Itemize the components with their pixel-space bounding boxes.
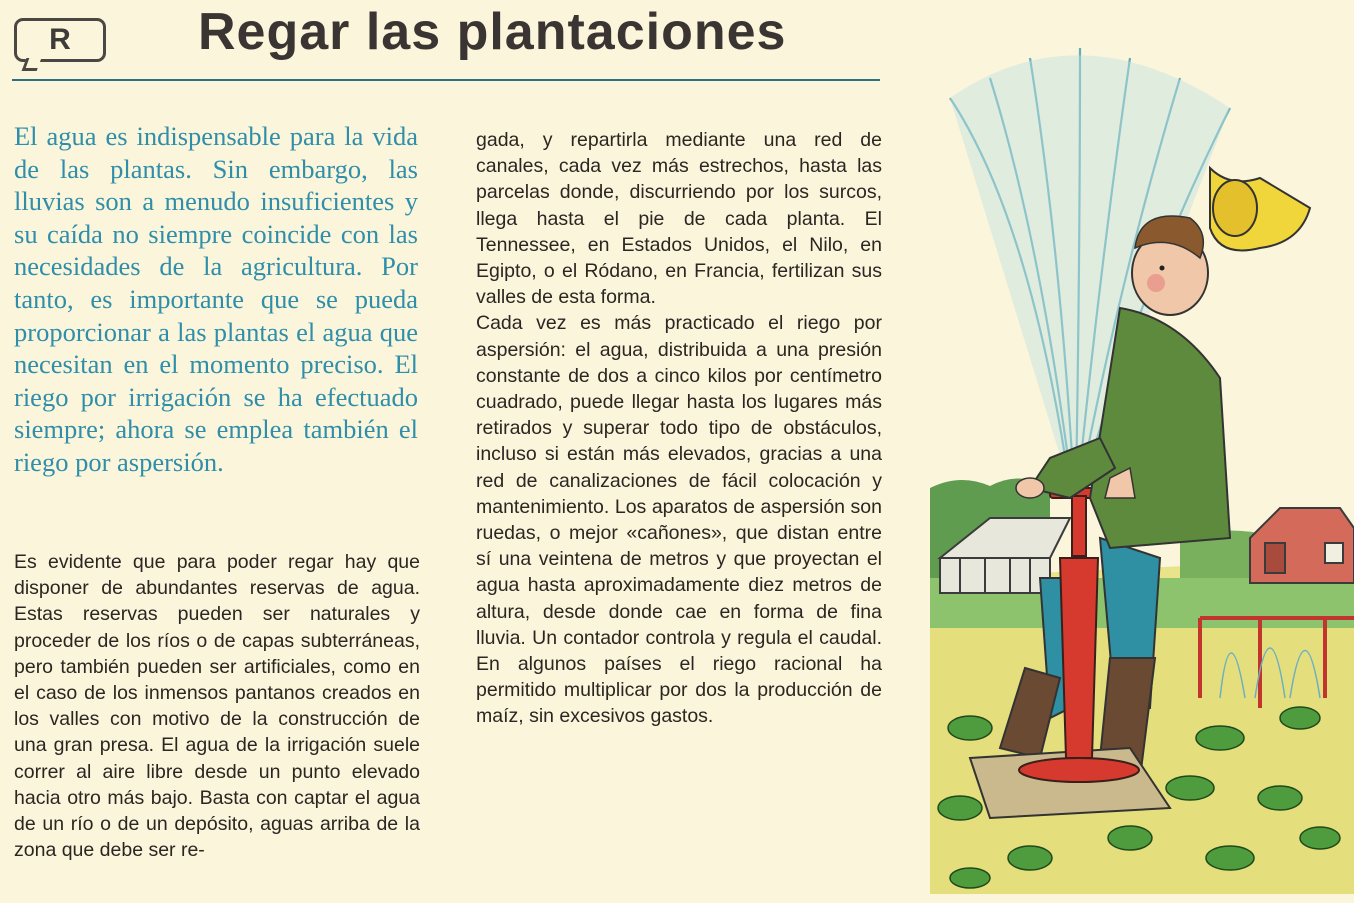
body-right-paragraph-2: Cada vez es más practicado el riego por aspersión: el agua, distribuida a una presión constante de dos a cinco kilos por centímetro cuadrado, puede llegar hasta los lugares más retirados y superar todo tipo de obstáculos, incluso si están más elevados, gracias a una red de canalizaciones de fácil colocación y mantenimiento. Los aparatos de aspersión son ruedas, o mejor «cañones», que distan entre sí una veintena de metros y que proyectan el agua hasta aproximadamente diez metros de altura, desde donde cae en forma de fina lluvia. Un contador controla y regula el caudal. En algunos países el riego racional ha permitido multiplicar por dos la producción de maíz, sin excesivos gastos. <box>476 312 882 728</box>
farmer-sprinkler-illustration <box>930 18 1354 894</box>
page-title: Regar las plantaciones <box>198 3 787 61</box>
body-left-column: Es evidente que para poder regar hay que disponer de abundantes reservas de agua. Estas reservas pueden ser naturales y proceder de los ríos o de capas subterráneas, pero también pueden ser artificiales, como en el caso de los inmensos pantanos creados en los valles con motivo de la construcción de una gran presa. El agua de la irrigación suele correr al aire libre desde un punto elevado hacia otro más bajo. Basta con captar el agua de un río o de un depósito, aguas arriba de la zona que debe ser re- <box>14 551 420 862</box>
farmer-head <box>1132 216 1208 315</box>
intro-paragraph: El agua es indispensable para la vida de las plantas. Sin embargo, las lluvias son a menudo insuficientes y su caída no siempre coincide con las necesidades de la agricultura. Por tanto, es importante que se pueda proporcionar a las plantas el agua que necesitan en el momento preciso. El riego por irrigación se ha efectuado siempre; ahora se emplea también el riego por aspersión. <box>14 121 418 477</box>
section-letter-badge <box>14 18 106 62</box>
badge-tail <box>22 58 42 71</box>
body-right-column <box>476 127 882 730</box>
title-rule <box>12 79 880 81</box>
body-right-paragraph-1: gada, y repartirla mediante una red de canales, cada vez más estrechos, hasta las parcelas donde, discurriendo por los surcos, llega hasta el pie de cada planta. El Tennessee, en Estados Unidos, el Nilo, en Egipto, o el Ródano, en Francia, fertilizan sus valles de esta forma. <box>476 129 882 309</box>
section-letter: R <box>49 23 71 56</box>
